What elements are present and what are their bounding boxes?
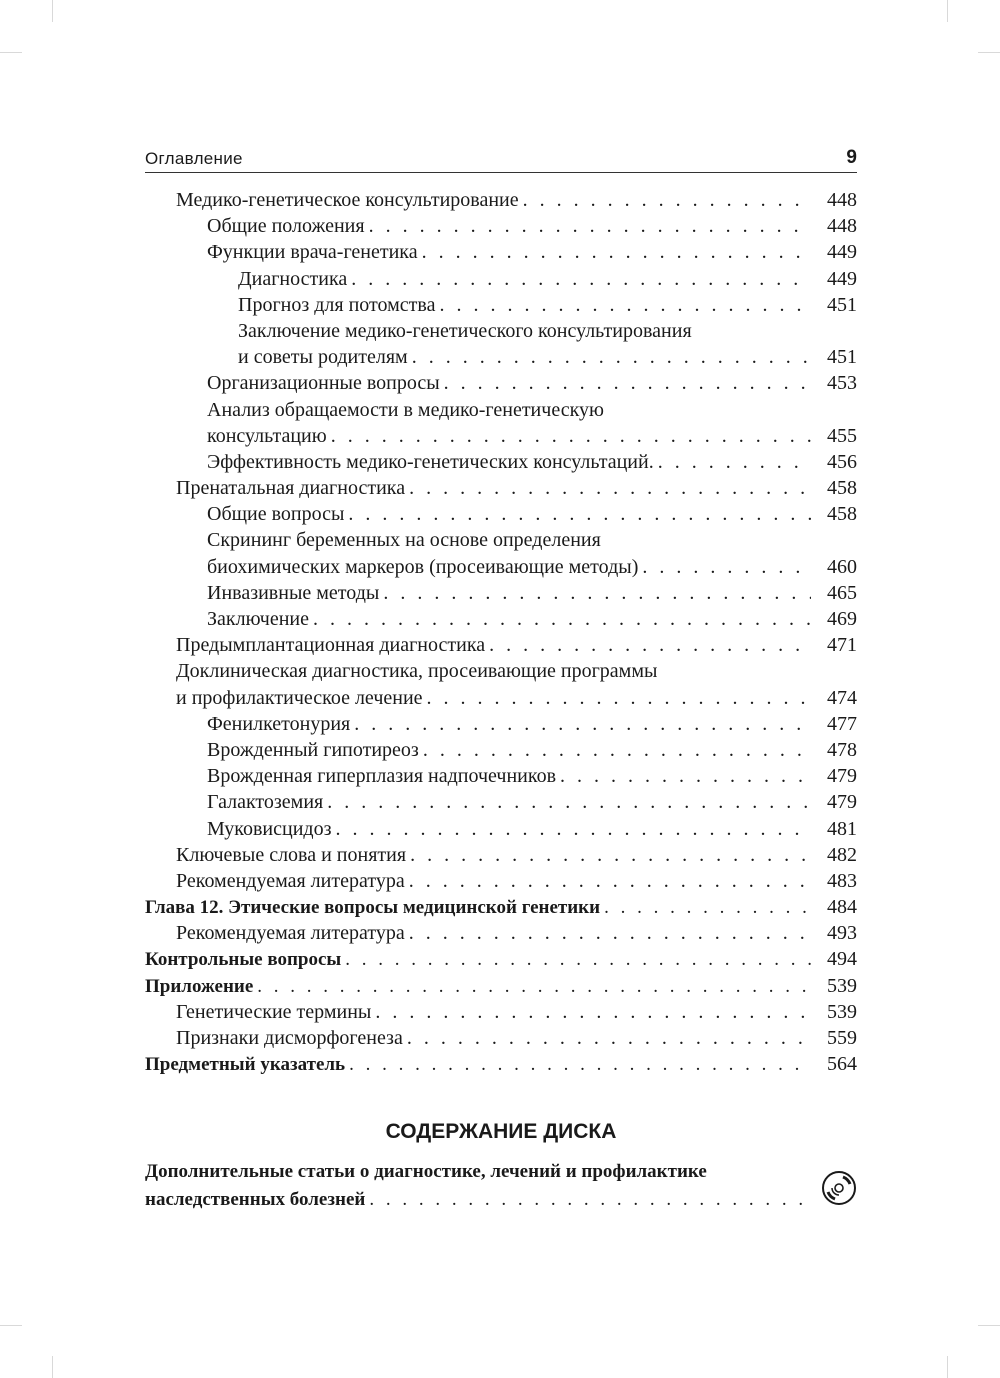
toc-page-number: 451 [827,346,857,369]
toc-entry-title: Заключение [207,608,309,630]
disc-entry-line: Дополнительные статьи о диагностике, лечений и профилактике [145,1161,707,1182]
leader-dots [444,370,811,396]
toc-entry[interactable] [145,946,857,972]
leader-dots [383,580,811,606]
leader-dots [642,554,811,580]
toc-entry-title: Врожденный гипотиреоз [207,738,419,761]
leader-dots [409,475,811,501]
toc-page-number: 564 [827,1053,857,1076]
toc-entry-title: Контрольные вопросы [145,949,342,971]
toc-page-number: 478 [827,738,857,761]
toc-page-number: 471 [827,634,857,657]
toc-page-number: 539 [827,974,857,997]
toc-entry-title: Функции врача-генетика [207,241,418,264]
leader-dots [369,213,811,239]
crop-mark [947,0,948,22]
leader-dots [345,947,811,973]
disc-entry-text: наследственных болезней [145,1189,366,1210]
leader-dots [336,816,812,842]
toc-entry[interactable] [145,1051,857,1077]
toc-entry-title: Генетические термины [176,1000,372,1023]
toc-entry-title: Доклиническая диагностика, просеивающие программы [176,660,658,683]
page-number: 9 [846,147,857,168]
leader-dots [257,974,811,1000]
toc-entry[interactable] [145,737,857,763]
leader-dots [348,501,811,527]
leader-dots [412,344,811,370]
toc-entry-title: Глава 12. Этические вопросы медицинской генетики [145,897,601,919]
running-header-title: Оглавление [145,149,243,168]
toc-page-number: 451 [827,293,857,316]
leader-dots [409,868,811,894]
toc-entry-title: и профилактическое лечение [176,686,423,709]
toc-entry[interactable] [145,554,857,580]
toc-page-number: 474 [827,686,857,709]
leader-dots [439,292,811,318]
toc-page-number: 458 [827,477,857,500]
toc-entry[interactable] [145,580,857,606]
toc-entry[interactable] [145,187,857,213]
toc-entry-title: консультацию [207,424,327,447]
toc-entry-title: Общие положения [207,215,365,238]
toc-entry[interactable] [145,266,857,292]
toc-page-number: 456 [827,450,857,473]
leader-dots [327,789,811,815]
leader-dots [375,999,811,1025]
toc-entry-title: Ключевые слова и понятия [176,843,407,866]
toc-page-number: 493 [827,922,857,945]
toc-entry[interactable] [145,370,857,396]
disc-contents-entry[interactable] [145,1158,857,1214]
toc-page-number: 469 [827,608,857,630]
toc-entry-title: Эффективность медико-генетических консультаций. [207,450,654,473]
crop-mark [0,52,22,53]
toc-entry[interactable] [145,475,857,501]
leader-dots [410,842,811,868]
toc-entry-title: Общие вопросы [207,503,345,526]
toc-entry[interactable] [145,685,857,711]
toc-entry[interactable] [145,789,857,815]
toc-entry[interactable] [145,449,857,475]
toc-entry-title: Прогноз для потомства [238,293,436,316]
disc-contents-title: СОДЕРЖАНИЕ ДИСКА [385,1120,617,1143]
crop-mark [52,1356,53,1378]
toc-page-number: 479 [827,765,857,788]
toc-entry[interactable] [145,632,857,658]
toc-entry-title: Рекомендуемая литература [176,922,405,945]
toc-entry[interactable] [145,1025,857,1051]
leader-dots [423,737,811,763]
toc-entry-title: Врожденная гиперплазия надпочечников [207,765,557,788]
toc-page-number: 449 [827,241,857,264]
toc-page-number: 482 [827,843,857,866]
toc-entry-title: Муковисцидоз [207,817,332,840]
toc-entry-title: Рекомендуемая литература [176,869,405,892]
toc-entry[interactable] [145,894,857,920]
toc-entry[interactable] [145,763,857,789]
leader-dots [658,449,811,475]
toc-entry-title: Галактоземия [207,791,324,814]
toc-page-number: 448 [827,189,857,211]
toc-page-number: 458 [827,503,857,526]
toc-entry-title: биохимических маркеров (просеивающие методы) [207,555,639,578]
table-of-contents [145,187,857,1077]
toc-entry[interactable] [145,344,857,370]
toc-entry-title: Медико-генетическое консультирование [176,189,519,211]
toc-entry-title: Предымплантационная диагностика [176,634,486,657]
toc-page-number: 465 [827,581,857,604]
leader-dots [407,1025,811,1051]
toc-page-number: 455 [827,424,857,447]
toc-entry[interactable] [145,292,857,318]
toc-entry[interactable] [145,397,857,423]
leader-dots [560,763,811,789]
toc-page-number: 460 [827,555,857,578]
toc-entry-title: Анализ обращаемости в медико-генетическую [207,398,604,421]
toc-page-number: 481 [827,817,857,840]
toc-entry[interactable] [145,973,857,999]
toc-entry-title: Скрининг беременных на основе определения [207,529,601,552]
crop-mark [0,1325,22,1326]
toc-entry[interactable] [145,213,857,239]
leader-dots [351,266,811,292]
toc-entry[interactable] [145,527,857,553]
toc-entry-title: Фенилкетонурия [207,712,351,735]
leader-dots [409,920,811,946]
toc-entry-title: Диагностика [238,267,348,290]
crop-mark [978,52,1000,53]
toc-page-number: 494 [827,948,857,971]
leader-dots [489,632,811,658]
leader-dots [523,187,811,213]
crop-mark [947,1356,948,1378]
toc-entry[interactable] [145,920,857,946]
leader-dots [349,1052,811,1078]
leader-dots [604,895,811,921]
crop-mark [52,0,53,22]
toc-page-number: 559 [827,1027,857,1049]
toc-entry[interactable] [145,606,857,632]
toc-entry[interactable] [145,999,857,1025]
toc-page-number: 539 [827,1000,857,1023]
toc-entry-title: Приложение [145,975,254,997]
leader-dots [331,423,811,449]
leader-dots [369,1186,811,1214]
toc-entry[interactable] [145,816,857,842]
toc-entry-title: Признаки дисморфогенеза [176,1027,403,1049]
toc-entry[interactable] [145,501,857,527]
toc-entry[interactable] [145,658,857,684]
toc-page-number: 453 [827,372,857,395]
toc-page-number: 449 [827,267,857,290]
leader-dots [422,239,811,265]
toc-page-number: 477 [827,712,857,735]
cd-disc-icon [821,1170,857,1206]
toc-entry-title: Пренатальная диагностика [176,477,406,500]
toc-page-number: 484 [827,896,857,919]
toc-page-number: 448 [827,215,857,238]
toc-entry-title: Организационные вопросы [207,372,440,395]
running-header [145,146,857,173]
toc-entry[interactable] [145,239,857,265]
disc-entry-line [145,1186,857,1214]
toc-entry[interactable] [145,868,857,894]
toc-entry-title: и советы родителям [238,346,408,369]
leader-dots [427,685,811,711]
toc-entry[interactable] [145,318,857,344]
toc-entry[interactable] [145,711,857,737]
leader-dots [354,711,811,737]
toc-entry[interactable] [145,842,857,868]
toc-entry[interactable] [145,423,857,449]
toc-page-number: 479 [827,791,857,814]
toc-entry-title: Инвазивные методы [207,581,380,604]
toc-entry-title: Предметный указатель [145,1054,346,1076]
leader-dots [313,606,811,632]
toc-entry-title: Заключение медико-генетического консультирования [238,319,692,342]
toc-page-number: 483 [827,869,857,892]
crop-mark [978,1325,1000,1326]
